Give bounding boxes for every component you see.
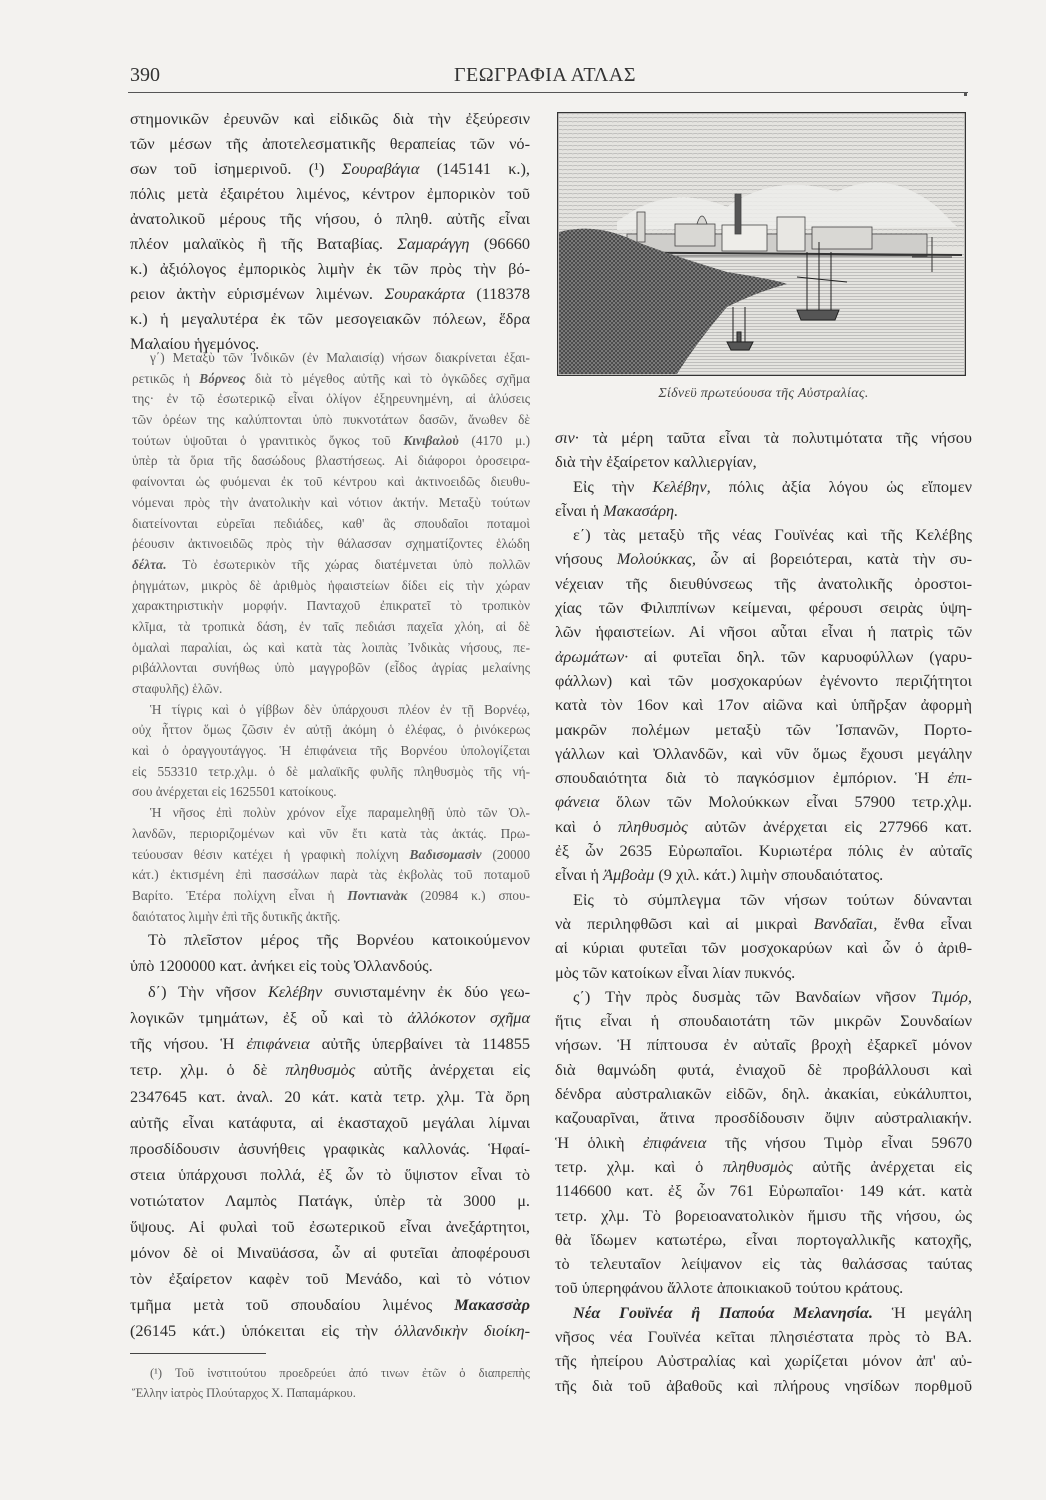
text-run: νήσους	[555, 549, 617, 569]
text-line	[555, 1325, 972, 1349]
emphasized-text: Βαδισομασὶν	[409, 846, 482, 862]
text-run: τῆς νήσου Τιμὸρ εἶναι 59670	[706, 1132, 972, 1152]
text-line	[555, 620, 972, 644]
text-line	[555, 985, 972, 1009]
header-ornament	[964, 93, 967, 96]
emphasized-text: Μακασσὰρ	[454, 1295, 530, 1315]
text-run: Ἡ μεγάλη	[873, 1302, 972, 1322]
text-line	[132, 762, 530, 783]
text-line	[132, 348, 530, 369]
emphasized-text: Σουρακάρτα	[384, 284, 465, 303]
text-line	[130, 231, 530, 256]
text-run: πόλις μετὰ ἐξαιρέτου λιμένος, κέντρον ἐμπορικὸν τοῦ	[130, 184, 530, 203]
text-run: δ΄) Τὴν νῆσον	[148, 982, 269, 1002]
text-run: μόνον δὲ οἱ Μιναϋάσσα, ὧν αἱ φυτεῖαι ἀποφέρουσι	[130, 1243, 530, 1263]
text-run: (9 χιλ. κάτ.) λιμὴν σπουδαιότατος.	[654, 865, 884, 885]
emphasized-text: φάνεια	[555, 792, 600, 812]
text-run: δένδρα αὐστραλιακῶν εἰδῶν, δηλ. ἀκακίαι, εὐκάλυπτοι,	[555, 1084, 972, 1104]
text-run: σπουδαιότητα διὰ τὸ παγκόσμιον ἐμπόριον. Ἡ	[555, 768, 948, 788]
text-run: ὁμαλαὶ παραλίαι, ὡς καὶ κατὰ τὰς λοιπὰς Ἰνδικὰς νήσους, πε-	[132, 639, 530, 655]
text-run: τμῆμα μετὰ τοῦ σπουδαίου λιμένος	[130, 1295, 455, 1315]
text-line	[130, 1162, 530, 1188]
text-line	[132, 472, 530, 493]
text-run: νὰ περιληφθῶσι καὶ αἱ μικραὶ	[555, 913, 814, 933]
text-run: καὶ ὁ ὀραγγουτάγγος. Ἡ ἐπιφάνεια τῆς Βορνέου ὑπολογίζεται	[132, 743, 530, 759]
text-line	[132, 369, 530, 390]
text-run: (26145 κάτ.) ὑπόκειται εἰς τὴν	[130, 1321, 395, 1341]
text-line	[555, 912, 972, 936]
text-line	[555, 815, 972, 839]
text-line	[555, 1228, 972, 1252]
text-line	[555, 766, 972, 790]
text-line	[130, 181, 530, 206]
text-run: κ.) ἀξιόλογος ἐμπορικὸς λιμὴν ἐκ τῶν πρὸς τὴν βό-	[130, 259, 530, 278]
text-run: κάτ.) ἐκτισμένη ἐπὶ πασσάλων παρὰ τὰς ἐκβολὰς τοῦ ποταμοῦ	[132, 867, 530, 883]
text-line	[555, 1155, 972, 1179]
emphasized-text: σιν·	[555, 428, 579, 447]
text-line	[555, 961, 972, 985]
text-run: (¹) Τοῦ ἰνστιτούτου προεδρεύει ἀπό τινων ἐτῶν ὁ διαπρεπὴς	[150, 1366, 530, 1380]
text-run: γ΄) Μεταξὺ τῶν Ἰνδικῶν (ἐν Μαλαισίᾳ) νήσων διακρίνεται ἐξαι-	[150, 350, 530, 365]
paragraph	[130, 979, 530, 1344]
text-line	[555, 450, 972, 474]
text-line	[132, 700, 530, 721]
emphasized-text: Ποντιανὰκ	[347, 887, 408, 903]
footnote	[132, 1363, 530, 1403]
text-line	[130, 1057, 530, 1083]
text-run: λογικῶν τμημάτων, ἐξ οὗ καὶ τὸ	[130, 1008, 408, 1028]
text-run: Ἡ τίγρις καὶ ὁ γίββων δὲν ὑπάρχουσι πλέον ἐν τῇ Βορνέῳ,	[150, 701, 530, 717]
text-line	[130, 1005, 530, 1031]
text-run: σταφυλῆς) ἑλῶν.	[132, 681, 223, 696]
text-run: ὧν αἱ βορειότεραι, κατὰ τὴν συ-	[695, 549, 972, 569]
text-line	[130, 281, 530, 306]
text-run: Εἰς τὴν	[573, 476, 653, 496]
page-number: 390	[130, 64, 160, 86]
text-line	[132, 824, 530, 845]
text-line	[555, 839, 972, 863]
text-run: αὐτῆς ἀνέρχεται εἰς	[792, 1156, 973, 1176]
text-line	[132, 845, 530, 866]
text-run: μακρῶν πολέμων μεταξὺ τῶν Ἰσπανῶν, Πορτο-	[555, 719, 972, 739]
text-run: τοῦ ὑπερηφάνου ἄλλοτε ἀποικιακοῦ τούτου κράτους.	[555, 1278, 904, 1298]
sydney-harbour-engraving	[557, 112, 966, 376]
text-run: γάλλων καὶ Ὀλλανδῶν, καὶ νῦν ὅμως ἔχουσι μεγάλην	[555, 743, 972, 763]
text-run: εἶναι ἡ	[555, 865, 604, 885]
text-line	[132, 576, 530, 597]
text-run: κλῖμα, τὰ τροπικὰ δάση, ἐν ταῖς πεδιάσι παχεῖα χλόη, αἱ δὲ	[132, 618, 530, 634]
emphasized-text: Μολούκκας,	[616, 549, 696, 569]
text-run: ριβάλλονται συνήθως ὑπὸ μαγγροβῶν (εἶδος ἀγρίας μελαίνης	[132, 660, 530, 676]
text-run: ῥέουσιν ἀκτινοειδῶς πρὸς τὴν θάλασσαν σχηματίζοντες ἑλώδη	[132, 536, 530, 552]
emphasized-text: Σουραβάγια	[341, 159, 420, 178]
text-run: εἰς 553310 τετρ.χλμ. ὁ δὲ μαλαϊκῆς φυλῆς πληθυσμὸς τῆς νή-	[132, 763, 530, 779]
text-line	[132, 617, 530, 638]
text-run: διατείνονται εὐρεῖαι πεδιάδες, καθ' ἃς σπουδαῖοι ποταμοὶ	[132, 515, 530, 531]
text-run: σου ἀνέρχεται εἰς 1625501 κατοίκους.	[132, 784, 337, 800]
emphasized-text: ἐπιφάνεια	[642, 1132, 707, 1152]
text-line	[555, 1374, 972, 1398]
text-run: λανδῶν, περιοριζομένων καὶ νῦν ἔτι κατὰ τὰς ἀκτάς. Πρω-	[132, 825, 530, 841]
text-run: ὅλων τῶν Μολούκκων εἶναι 57900 τετρ.χλμ.	[599, 792, 972, 812]
text-run: αὐτῆς ἀνέρχεται εἰς	[355, 1060, 531, 1080]
text-line	[555, 645, 972, 669]
text-run: χίας τῶν Φιλιππίνων κείμεναι, φέρουσι σειρὰς ὑψη-	[555, 598, 972, 618]
text-run: 1146600 κατ. ἐξ ὧν 761 Εὐρωπαῖοι· 149 κάτ. κατὰ	[555, 1181, 972, 1201]
text-line	[130, 306, 530, 331]
text-run: οὐχ ἧττον ὅμως ζῶσιν ἐν αὐτῇ ἀκόμη ὁ ἐλέφας, ὁ ῥινόκερως	[132, 722, 530, 738]
text-run: ρειον ἀκτὴν εὑρισμένων λιμένων.	[130, 284, 385, 303]
text-line	[130, 979, 530, 1005]
text-line	[555, 888, 972, 912]
text-line	[130, 1110, 530, 1136]
emphasized-text: Κελέβην	[268, 982, 323, 1002]
paragraph	[132, 1363, 530, 1403]
text-run: πλέον μαλαϊκὸς ἢ τῆς Βαταβίας.	[130, 234, 398, 253]
text-run: λῶν ἡφαιστείων. Αἱ νῆσοι αὗται εἶναι ἡ πατρὶς τῶν	[555, 622, 972, 642]
text-run: τῆς διὰ τοῦ ἀβαθοῦς καὶ πλήρους νησίδων πορθμοῦ	[555, 1375, 972, 1395]
emphasized-text: ἀλλόκοτον σχῆμα	[407, 1008, 530, 1028]
text-run: στημονικῶν ἐρευνῶν καὶ εἰδικῶς διὰ τὴν ἐξεύρεσιν	[130, 109, 530, 128]
text-run: αἱ φυτεῖαι δηλ. τῶν καρυοφύλλων (γαρυ-	[628, 646, 972, 666]
text-run: τῶν ὀρέων της καλύπτονται ὑπὸ πυκνοτάτων δασῶν, ἄνωθεν δὲ	[132, 412, 530, 428]
text-run: ἔνθα εἶναι	[877, 913, 972, 933]
emphasized-text: πληθυσμὸς	[723, 1156, 793, 1176]
text-run: αὐτῆς εἶναι κατάφυτα, αἱ ἑκασταχοῦ μεγάλαι λίμναι	[130, 1112, 530, 1132]
text-run: (118378	[464, 284, 531, 303]
text-line	[132, 865, 530, 886]
text-run: Ἡ νῆσος ἐπὶ πολὺν χρόνον εἶχε παραμεληθῇ ὑπὸ τῶν Ὀλ-	[150, 805, 530, 821]
text-line	[555, 1033, 972, 1057]
emphasized-text: Ἀμβοὰμ	[603, 865, 655, 885]
text-run: ρετικῶς ἡ	[132, 370, 200, 386]
text-line	[132, 493, 530, 514]
text-run: τῶν μέσων τῆς ἀποτελεσματικῆς θεραπείας τῶν νό-	[130, 134, 530, 153]
text-run: Εἰς τὸ σύμπλεγμα τῶν νήσων τούτων δύνανται	[573, 889, 972, 909]
text-run: δαιότατος λιμὴν ἐπὶ τῆς δυτικῆς ἀκτῆς.	[132, 908, 341, 924]
text-line	[132, 720, 530, 741]
text-run: φάλλων) καὶ τῶν μοσχοκαρύων ἐγένοντο περιζήτητοι	[555, 670, 972, 690]
text-run: πόλις ἀξία λόγου ὡς εἴπομεν	[710, 476, 972, 496]
text-line	[555, 1058, 972, 1082]
text-run: τεύουσαν θέσιν κατέχει ἡ γραφικὴ πολίχνη	[132, 846, 410, 862]
text-line	[132, 679, 530, 700]
emphasized-text: Βόρνεος	[199, 370, 246, 386]
text-line	[130, 156, 530, 181]
text-run: (96660	[469, 234, 530, 253]
text-run: κατὰ τὸν 16ον καὶ 17ον αἰῶνα καὶ ὑπῆρξαν ἀφορμὴ	[555, 695, 972, 715]
text-run: της· ἐν τῷ ἐσωτερικῷ εἶναι ὀλίγον ἐξηρευνημένη, αἱ ἁλύσεις	[132, 391, 530, 407]
text-run: Βαρίτο. Ἑτέρα πολίχνη εἶναι ἡ	[132, 887, 348, 903]
text-line	[555, 1179, 972, 1203]
text-run: (145141 κ.),	[419, 159, 530, 178]
text-line	[555, 1204, 972, 1228]
text-line	[555, 1131, 972, 1155]
text-line	[130, 256, 530, 281]
text-run: νέχειαν τῆς διευθύνσεως τῆς ἀνατολικῆς ὀροστοι-	[555, 573, 972, 593]
text-line	[132, 1363, 530, 1383]
text-line	[555, 499, 972, 523]
emphasized-text: Κινιβαλοὺ	[403, 432, 459, 448]
text-run: κ.) ἡ μεγαλυτέρα ἐκ τῶν μεσογειακῶν πόλεων, ἕδρα	[130, 309, 530, 328]
emphasized-text: ὁλλανδικὴν διοίκη-	[394, 1321, 531, 1341]
emphasized-text: πληθυσμὸς	[618, 816, 688, 836]
text-run: νόμεναι πρὸς τὴν ἀνατολικὴν καὶ νότιον ἀκτήν. Μεταξὺ τούτων	[132, 494, 530, 510]
paragraph	[555, 426, 972, 475]
text-run: (20000	[481, 846, 530, 862]
paragraph	[555, 475, 972, 524]
text-line	[130, 953, 530, 979]
text-line	[555, 1349, 972, 1373]
text-run: τὸν ἐξαίρετον καφὲν τοῦ Μενάδο, καὶ τὸ νότιον	[130, 1269, 530, 1289]
figure-caption: Σίδνεϋ πρωτεύουσα τῆς Αὐστραλίας.	[658, 386, 869, 401]
text-line	[130, 1214, 530, 1240]
text-line	[132, 803, 530, 824]
text-line	[555, 572, 972, 596]
text-run: ε΄) τὰς μεταξὺ τῆς νέας Γουϊνέας καὶ τῆς Κελέβης	[573, 525, 972, 545]
paragraph	[555, 523, 972, 887]
text-run: συνισταμένην ἐκ δύο γεω-	[322, 982, 530, 1002]
text-line	[132, 596, 530, 617]
text-line	[130, 1136, 530, 1162]
text-run: ὕψους. Αἱ φυλαὶ τοῦ ἐσωτερικοῦ εἶναι ἀνεξάρτητοι,	[130, 1217, 530, 1237]
text-line	[132, 451, 530, 472]
header-rule	[128, 92, 968, 93]
text-run: ἥτις εἶναι ἡ σπουδαιοτάτη τῶν μικρῶν Σουνδαίων	[555, 1011, 972, 1031]
text-run: ῥηγμάτων, μικρὸς δὲ ἀριθμὸς ἡφαιστείων δίδει εἰς τὴν χώραν	[132, 577, 530, 593]
emphasized-text: Βανδαῖαι,	[813, 913, 878, 933]
text-line	[132, 431, 530, 452]
emphasized-text: ἐπιφάνεια	[246, 1034, 310, 1054]
left-column-bottom-text	[130, 927, 530, 1345]
text-line	[555, 1106, 972, 1130]
text-run: τετρ. χλμ. Τὸ βορειοανατολικὸν ἥμισυ τῆς νήσου, ὡς	[555, 1205, 972, 1225]
text-run: ὑπὸ 1200000 κατ. ἀνήκει εἰς τοὺς Ὀλλανδούς.	[130, 956, 433, 976]
text-run: (20984 κ.) σπου-	[407, 887, 531, 903]
text-run: προσδίδουσιν ἀσυνήθεις γραφικὰς καλλονάς. Ἡφαί-	[130, 1138, 530, 1158]
text-run: θὰ ἴδωμεν κατωτέρω, εἶναι πορτογαλλικῆς κατοχῆς,	[555, 1229, 972, 1249]
text-line	[555, 718, 972, 742]
text-run: αὐτῶν ἀνέρχεται εἰς 277966 κατ.	[687, 816, 972, 836]
text-run: τούτων ὑψοῦται ὁ γρανιτικὸς ὄγκος τοῦ	[132, 432, 404, 448]
text-run: καὶ ὁ	[555, 816, 619, 836]
text-run: Τὸ ἐσωτερικὸν τῆς χώρας διατέμνεται ὑπὸ πολλῶν	[166, 556, 530, 572]
text-line	[130, 1240, 530, 1266]
text-run: 2347645 κατ. ἀναλ. 20 κάτ. κατὰ τετρ. χλμ. Τὰ ὄρη	[130, 1086, 530, 1106]
text-line	[555, 1301, 972, 1325]
text-run: εἶναι ἡ	[555, 500, 604, 520]
text-run: τετρ. χλμ. ὁ δὲ	[130, 1060, 286, 1080]
text-line	[132, 907, 530, 928]
text-line	[132, 534, 530, 555]
text-run: καζουαρῖναι, ἅτινα προσδίδουσιν ὄψιν αὐστραλιακήν.	[555, 1108, 972, 1128]
text-run: τῆς ἠπείρου Αὐστραλίας καὶ χωρίζεται μόνον ἀπ' αὐ-	[555, 1351, 972, 1371]
paragraph	[132, 803, 530, 927]
text-line	[132, 410, 530, 431]
text-line	[132, 514, 530, 535]
left-column-small-print	[132, 348, 530, 927]
text-run: τετρ. χλμ. καὶ ὁ	[555, 1156, 724, 1176]
text-run: τὸ τελευταῖον λείψανον εἰς τὰς θαλάσσας ταύτας	[555, 1254, 972, 1274]
text-run: στεια ὑπάρχουσι πολλά, ἐξ ὧν τὸ ὕψιστον εἶναι τὸ	[130, 1164, 530, 1184]
text-run: ἀνατολικοῦ μέρους τῆς νήσου, ὁ πληθ. αὐτῆς εἶναι	[130, 209, 530, 228]
text-line	[130, 1084, 530, 1110]
running-title: ΓΕΩΓΡΑΦΙΑ ΑΤΛΑΣ	[453, 64, 637, 86]
left-column-top-text	[130, 106, 530, 356]
text-run: ὑπὲρ τὰ ὅρια τῆς δασώδους βλαστήσεως. Αἱ διάφοροι ὀροσειρα-	[132, 453, 530, 469]
emphasized-text: ἀρωμάτων·	[555, 646, 629, 666]
text-run: διὰ θαμνώδη φυτά, ἐνιαχοῦ δὲ προβάλλουσι καὶ	[555, 1059, 972, 1079]
paragraph	[130, 927, 530, 979]
text-line	[132, 782, 530, 803]
text-line	[132, 638, 530, 659]
paragraph	[555, 888, 972, 985]
emphasized-text: δέλτα.	[132, 556, 167, 572]
text-line	[132, 555, 530, 576]
text-run: αἱ κύριαι φυτεῖαι τῶν μοσχοκαρύων καὶ ὧν ὁ ἀριθ-	[555, 938, 972, 958]
text-run: σων τοῦ ἰσημερινοῦ. (¹)	[130, 159, 342, 178]
text-run: διὰ τὸ μέγεθος αὐτῆς καὶ τὸ ὀγκῶδες σχῆμα	[245, 370, 530, 386]
text-line	[132, 389, 530, 410]
paragraph	[132, 700, 530, 803]
text-run: νῆσος νέα Γουϊνέα κεῖται πλησιέστατα πρὸς τὸ ΒΑ.	[555, 1326, 972, 1346]
text-run: Ἕλλην ἰατρὸς Πλούταρχος Χ. Παπαμάρκου.	[132, 1386, 356, 1400]
text-line	[130, 1318, 530, 1344]
text-line	[555, 693, 972, 717]
text-line	[130, 927, 530, 953]
text-line	[555, 669, 972, 693]
text-line	[132, 658, 530, 679]
text-line	[132, 886, 530, 907]
text-run: αὐτῆς ὑπερβαίνει τὰ 114855	[309, 1034, 530, 1054]
text-line	[555, 1082, 972, 1106]
text-line	[130, 1031, 530, 1057]
text-line	[132, 1383, 530, 1403]
text-run: Μαλαίου ἡγεμόνος.	[130, 334, 260, 353]
text-run: τὰ μέρη ταῦτα εἶναι τὰ πολυτιμότατα τῆς νήσου	[578, 428, 972, 447]
emphasized-text: πληθυσμὸς	[285, 1060, 356, 1080]
emphasized-text: Μακασάρη.	[603, 500, 679, 520]
text-line	[130, 206, 530, 231]
paragraph	[555, 985, 972, 1301]
text-line	[555, 523, 972, 547]
text-line	[555, 936, 972, 960]
emphasized-text: Νέα Γουϊνέα ἢ Παπούα Μελανησία.	[573, 1302, 874, 1322]
text-line	[130, 1292, 530, 1318]
text-line	[555, 1009, 972, 1033]
text-line	[132, 741, 530, 762]
text-line	[555, 475, 972, 499]
footnote-rule	[130, 1353, 266, 1354]
text-line	[555, 426, 972, 450]
text-run: νήσων. Ἡ πίπτουσα ἐν αὐταῖς βροχὴ ἐξαρκεῖ μόνον	[555, 1035, 972, 1055]
text-run: (4170 μ.)	[458, 432, 530, 448]
text-run: μὸς τῶν κατοίκων εἶναι λίαν πυκνός.	[555, 962, 796, 982]
right-column-text	[555, 426, 972, 1398]
emphasized-text: Τιμόρ,	[931, 986, 972, 1006]
emphasized-text: ἐπι-	[947, 768, 972, 788]
text-run: Ἡ ὁλικὴ	[555, 1132, 643, 1152]
text-line	[555, 1276, 972, 1300]
text-run: νοτιώτατον Λαμπὸς Πατάγκ, ὑπὲρ τὰ 3000 μ.	[130, 1190, 530, 1210]
paragraph	[132, 348, 530, 700]
text-line	[555, 596, 972, 620]
text-line	[555, 1252, 972, 1276]
text-run: τῆς νήσου. Ἡ	[130, 1034, 247, 1054]
text-line	[130, 131, 530, 156]
paragraph	[130, 106, 530, 356]
text-line	[555, 863, 972, 887]
text-run: χαρακτηριστικὴν μορφήν. Πανταχοῦ ἐπικρατεῖ τὸ τροπικὸν	[132, 598, 530, 614]
emphasized-text: Σαμαράγγη	[397, 234, 470, 253]
text-line	[130, 1188, 530, 1214]
text-run: Τὸ πλεῖστον μέρος τῆς Βορνέου κατοικούμενον	[148, 930, 530, 949]
text-line	[555, 742, 972, 766]
text-run: διὰ τὴν ἐξαίρετον καλλιεργίαν,	[555, 452, 757, 472]
text-line	[555, 547, 972, 571]
emphasized-text: Κελέβην,	[652, 476, 711, 496]
text-line	[555, 790, 972, 814]
text-run: ς΄) Τὴν πρὸς δυσμὰς τῶν Βανδαίων νῆσον	[573, 986, 932, 1006]
text-line	[130, 1266, 530, 1292]
text-line	[130, 106, 530, 131]
text-run: φαίνονται ὡς φυόμεναι ἐκ τοῦ κέντρου καὶ ἀκτινοειδῶς διευθυ-	[132, 474, 530, 490]
text-run: ἐξ ὧν 2635 Εὐρωπαῖοι. Κυριωτέρα πόλις ἐν αὐταῖς	[555, 841, 972, 861]
paragraph	[555, 1301, 972, 1398]
